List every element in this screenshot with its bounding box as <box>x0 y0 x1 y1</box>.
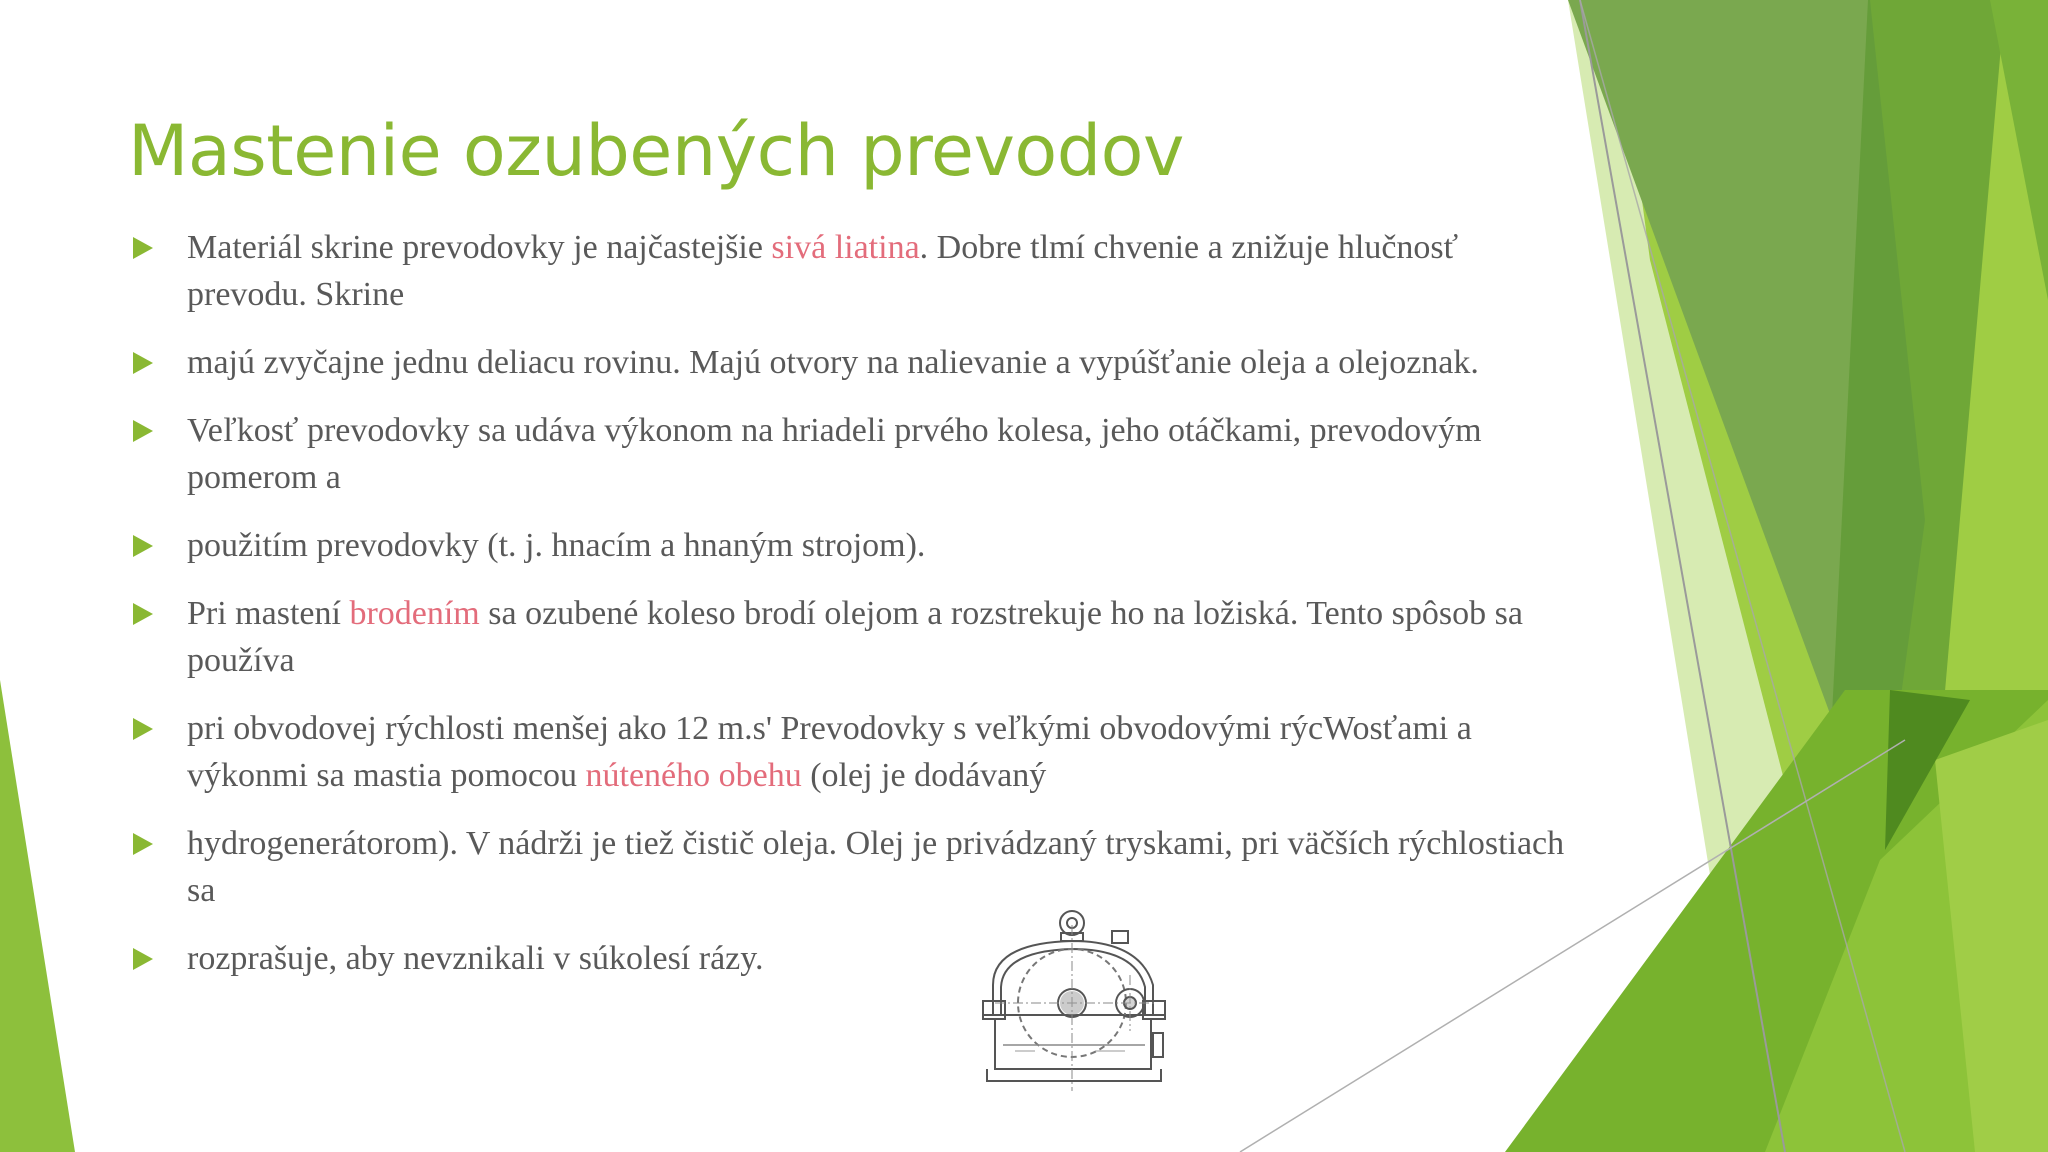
bullet-text <box>187 407 1568 501</box>
triangle-bullet-icon <box>133 718 153 740</box>
bullet-text-segment: Materiál skrine prevodovky je najčastejšie <box>187 229 772 266</box>
bullet-item <box>128 522 1568 569</box>
bullet-text-segment: Pri mastení <box>187 595 350 632</box>
bullet-text-segment: použitím prevodovky (t. j. hnacím a hnaným strojom). <box>187 527 926 564</box>
bullet-item <box>128 590 1568 684</box>
triangle-bullet-icon <box>133 948 153 970</box>
highlighted-term: núteného obehu <box>585 757 802 794</box>
bullet-text-segment: (olej je dodávaný <box>801 757 1047 794</box>
bullet-list <box>128 224 1568 1003</box>
triangle-bullet-icon <box>133 535 153 557</box>
triangle-bullet-icon <box>133 420 153 442</box>
bullet-text <box>187 224 1568 318</box>
triangle-bullet-icon <box>133 833 153 855</box>
bullet-text-segment: rozprašuje, aby nevznikali v súkolesí rázy. <box>187 940 764 977</box>
bullet-text-segment: hydrogenerátorom). V nádrži je tiež čistič oleja. Olej je privádzaný tryskami, pri väčších rýchlostiach sa <box>187 825 1565 909</box>
highlighted-term: brodením <box>349 595 480 632</box>
bullet-item <box>128 935 1568 982</box>
bullet-text <box>187 590 1568 684</box>
triangle-bullet-icon <box>133 603 153 625</box>
bullet-item <box>128 407 1568 501</box>
bullet-text-segment: . Dobre tlmí chvenie a znižuje hlučnosť prevodu. Skrine <box>187 229 1459 313</box>
bullet-text-segment: pri obvodovej rýchlosti menšej ako 12 m.s' Prevodovky s veľkými obvodovými rýcWosťami a výkonmi sa mastia pomocou <box>187 710 1472 794</box>
slide-title: Mastenie ozubených prevodov <box>128 110 1184 192</box>
bullet-item <box>128 705 1568 799</box>
bullet-text-segment: sa ozubené koleso brodí olejom a rozstrekuje ho na ložiská. Tento spôsob sa používa <box>187 595 1523 679</box>
bullet-item <box>128 339 1568 386</box>
bullet-text <box>187 522 1568 569</box>
gearbox-housing-drawing-icon <box>975 905 1195 1091</box>
bullet-text <box>187 705 1568 799</box>
bullet-item <box>128 224 1568 318</box>
bullet-item <box>128 820 1568 914</box>
highlighted-term: sivá liatina <box>771 229 920 266</box>
triangle-bullet-icon <box>133 352 153 374</box>
bullet-text <box>187 339 1568 386</box>
bullet-text <box>187 820 1568 914</box>
triangle-bullet-icon <box>133 237 153 259</box>
bullet-text-segment: majú zvyčajne jednu deliacu rovinu. Majú otvory na nalievanie a vypúšťanie oleja a olejoznak. <box>187 344 1479 381</box>
bullet-text <box>187 935 1568 982</box>
bullet-text-segment: Veľkosť prevodovky sa udáva výkonom na hriadeli prvého kolesa, jeho otáčkami, prevodovým pomerom a <box>187 412 1482 496</box>
